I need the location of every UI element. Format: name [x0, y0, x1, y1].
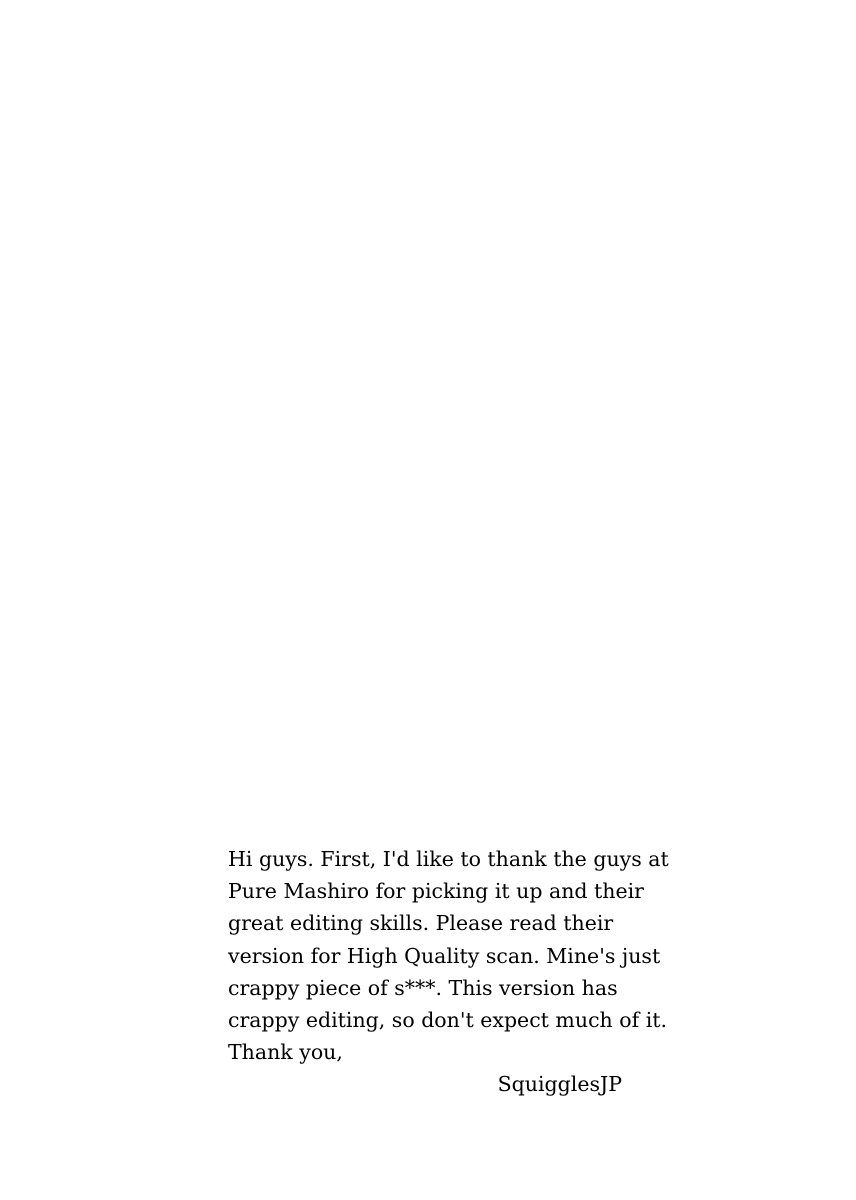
note-line-5: crappy piece of s***. This version has	[228, 975, 618, 1000]
signature: SquigglesJP	[497, 1072, 622, 1097]
note-line-3: great editing skills. Please read their	[228, 911, 614, 936]
note-line-4: version for High Quality scan. Mine's just	[228, 943, 661, 968]
note-line-7: Thank you,	[228, 1040, 343, 1065]
note-line-1: Hi guys. First, I'd like to thank the guys at	[228, 847, 669, 871]
note-line-2: Pure Mashiro for picking it up and their	[228, 879, 644, 904]
translator-note	[228, 843, 669, 1101]
note-line-6: crappy editing, so don't expect much of it.	[228, 1008, 668, 1033]
